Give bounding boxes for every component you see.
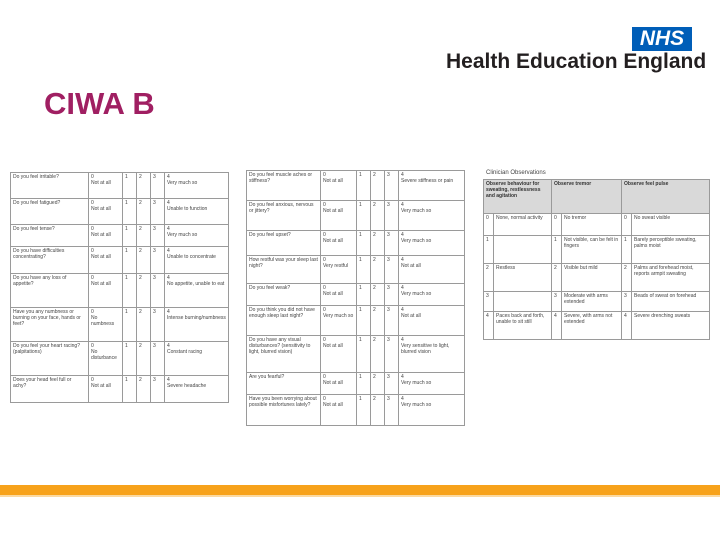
- table-cell: 0 Not at all: [89, 274, 123, 308]
- table-cell: 2: [371, 171, 385, 201]
- table-cell: Restless: [494, 264, 552, 292]
- table-cell: 1: [552, 236, 562, 264]
- table-cell: 2: [371, 336, 385, 373]
- table-cell: 4 Unable to concentrate: [165, 247, 229, 274]
- table-cell: 0 Not at all: [321, 336, 357, 373]
- table-cell: Do you feel fatigued?: [11, 199, 89, 225]
- table-cell: Severe drenching sweats: [632, 312, 710, 340]
- table-cell: 4 Very much so: [399, 201, 465, 231]
- table-cell: Do you have difficulties concentrating?: [11, 247, 89, 274]
- table-cell: [494, 292, 552, 312]
- table-cell: 0 Not at all: [321, 284, 357, 306]
- table-cell: 3: [385, 256, 399, 284]
- table-cell: 4 Very sensitive to light, blurred vision: [399, 336, 465, 373]
- table-cell: 3: [385, 306, 399, 336]
- table-cell: 0 Not at all: [321, 373, 357, 395]
- table-cell: 0: [484, 214, 494, 236]
- table-cell: 4 Very much so: [165, 173, 229, 199]
- clinician-observations-table: [483, 179, 710, 340]
- table-cell: 4 Severe stiffness or pain: [399, 171, 465, 201]
- table-cell: 0 Not at all: [89, 199, 123, 225]
- table-cell: Do you feel weak?: [247, 284, 321, 306]
- footer-band: [0, 485, 720, 495]
- table-cell: 0 No numbness: [89, 308, 123, 342]
- table-cell: None, normal activity: [494, 214, 552, 236]
- table-cell: 4 Very much so: [165, 225, 229, 247]
- table-cell: 0 Not at all: [321, 171, 357, 201]
- table-row: [484, 264, 710, 292]
- table-row: [247, 395, 465, 426]
- table-row: [11, 173, 229, 199]
- table-cell: Are you fearful?: [247, 373, 321, 395]
- table-cell: Do you feel muscle aches or stiffness?: [247, 171, 321, 201]
- table-cell: 3: [151, 308, 165, 342]
- table-cell: 2: [137, 308, 151, 342]
- table-cell: 4: [622, 312, 632, 340]
- table-cell: 3: [385, 231, 399, 256]
- table-cell: 1: [484, 236, 494, 264]
- table-cell: 1: [123, 199, 137, 225]
- table-cell: 1: [357, 231, 371, 256]
- table-cell: 1: [357, 171, 371, 201]
- table-cell: 3: [151, 199, 165, 225]
- table-cell: 0: [552, 214, 562, 236]
- table-cell: 0 Not at all: [321, 201, 357, 231]
- table-cell: 3: [385, 171, 399, 201]
- table-cell: 4 Very much so: [399, 231, 465, 256]
- table-cell: 0 Not at all: [89, 247, 123, 274]
- table-cell: 3: [622, 292, 632, 312]
- table-cell: 3: [385, 284, 399, 306]
- table-row: [11, 247, 229, 274]
- table-cell: Have you any numbness or burning on your face, hands or feet?: [11, 308, 89, 342]
- table-cell: Beads of sweat on forehead: [632, 292, 710, 312]
- table-cell: Paces back and forth, unable to sit still: [494, 312, 552, 340]
- table-cell: 0 Not at all: [321, 395, 357, 426]
- table-cell: 2: [371, 201, 385, 231]
- table-cell: 1: [357, 284, 371, 306]
- table-cell: 3: [151, 376, 165, 403]
- table-row: [247, 284, 465, 306]
- table-cell: Do you feel your heart racing? (palpitations): [11, 342, 89, 376]
- table-cell: 3: [151, 247, 165, 274]
- table-cell: 0 Not at all: [321, 231, 357, 256]
- table-cell: [494, 236, 552, 264]
- table-cell: 3: [151, 225, 165, 247]
- table-cell: 1: [357, 306, 371, 336]
- table-cell: 4 Not at all: [399, 306, 465, 336]
- table-row: [247, 201, 465, 231]
- table-row: [11, 199, 229, 225]
- table-cell: 4 Constant racing: [165, 342, 229, 376]
- slide-title: CIWA B: [44, 86, 155, 121]
- table-cell: 3: [151, 274, 165, 308]
- table-row: [11, 225, 229, 247]
- table-cell: 2: [137, 247, 151, 274]
- table-cell: 0 Not at all: [89, 173, 123, 199]
- table-cell: 3: [151, 342, 165, 376]
- table-row: [11, 376, 229, 403]
- table-cell: 1: [357, 201, 371, 231]
- table-cell: 1: [357, 395, 371, 426]
- table-row: [484, 312, 710, 340]
- table-header-row: [484, 180, 710, 214]
- table-cell: 3: [385, 373, 399, 395]
- table-row: [484, 292, 710, 312]
- table-row: [247, 256, 465, 284]
- table-cell: 4 Very much so: [399, 284, 465, 306]
- table-cell: 2: [371, 284, 385, 306]
- table-cell: 4 Very much so: [399, 395, 465, 426]
- table-cell: 2: [484, 264, 494, 292]
- clinician-observations-title: Clinician Observations: [486, 170, 546, 176]
- table-cell: 4 Not at all: [399, 256, 465, 284]
- table-cell: Do you feel upset?: [247, 231, 321, 256]
- table-row: [247, 373, 465, 395]
- footer-line: [0, 495, 720, 497]
- table-row: [11, 308, 229, 342]
- table-cell: Severe, with arms not extended: [562, 312, 622, 340]
- table-cell: 0 No disturbance: [89, 342, 123, 376]
- table-cell: 2: [371, 395, 385, 426]
- table-cell: Do you feel anxious, nervous or jittery?: [247, 201, 321, 231]
- table-cell: 2: [622, 264, 632, 292]
- table-cell: 1: [123, 308, 137, 342]
- table-cell: Have you been worrying about possible misfortunes lately?: [247, 395, 321, 426]
- table-cell: 0: [622, 214, 632, 236]
- table-cell: 3: [385, 336, 399, 373]
- table-cell: 4 Intense burning/numbness: [165, 308, 229, 342]
- table-cell: 2: [137, 225, 151, 247]
- table-cell: Visible but mild: [562, 264, 622, 292]
- table-cell: 1: [123, 342, 137, 376]
- table-cell: Do you feel irritable?: [11, 173, 89, 199]
- table-cell: 2: [137, 199, 151, 225]
- table-cell: How restful was your sleep last night?: [247, 256, 321, 284]
- table-cell: 1: [123, 247, 137, 274]
- table-row: [247, 171, 465, 201]
- table-cell: 3: [552, 292, 562, 312]
- table-cell: 4 Unable to function: [165, 199, 229, 225]
- table-header-cell: Observe feel pulse: [622, 180, 710, 214]
- table-cell: 1: [123, 376, 137, 403]
- table-cell: Palms and forehead moist, reports armpit sweating: [632, 264, 710, 292]
- table-cell: 2: [371, 231, 385, 256]
- table-cell: 1: [123, 173, 137, 199]
- table-row: [247, 336, 465, 373]
- table-cell: 3: [484, 292, 494, 312]
- table-row: [11, 342, 229, 376]
- table-cell: 2: [371, 306, 385, 336]
- table-cell: 3: [151, 173, 165, 199]
- table-row: [11, 274, 229, 308]
- org-name: Health Education England: [446, 50, 707, 73]
- table-cell: 3: [385, 201, 399, 231]
- table-cell: 0 Very much so: [321, 306, 357, 336]
- table-row: [247, 306, 465, 336]
- nhs-logo: NHS: [632, 27, 692, 51]
- table-cell: Does your head feel full or achy?: [11, 376, 89, 403]
- table-cell: Barely perceptible sweating, palms moist: [632, 236, 710, 264]
- table-cell: No sweat visible: [632, 214, 710, 236]
- table-cell: 1: [123, 225, 137, 247]
- table-cell: 2: [137, 274, 151, 308]
- table-cell: 4: [552, 312, 562, 340]
- table-header-cell: Observe behaviour for sweating, restlessness and agitation: [484, 180, 552, 214]
- table-cell: 4 Very much so: [399, 373, 465, 395]
- table-row: [484, 214, 710, 236]
- table-cell: Do you have any visual disturbances? (sensitivity to light, blurred vision): [247, 336, 321, 373]
- table-cell: Moderate with arms extended: [562, 292, 622, 312]
- table-cell: 1: [357, 336, 371, 373]
- table-cell: 1: [357, 373, 371, 395]
- table-cell: 2: [137, 342, 151, 376]
- table-cell: 2: [137, 173, 151, 199]
- table-cell: Do you have any loss of appetite?: [11, 274, 89, 308]
- table-cell: 2: [137, 376, 151, 403]
- table-cell: 2: [371, 256, 385, 284]
- table-cell: Do you feel tense?: [11, 225, 89, 247]
- table-cell: 3: [385, 395, 399, 426]
- table-cell: 4 Severe headache: [165, 376, 229, 403]
- table-cell: 0 Very restful: [321, 256, 357, 284]
- table-cell: 4: [484, 312, 494, 340]
- table-cell: 4 No appetite, unable to eat: [165, 274, 229, 308]
- table-cell: Do you think you did not have enough sleep last night?: [247, 306, 321, 336]
- table-cell: 2: [371, 373, 385, 395]
- questionnaire-table-2: [246, 170, 465, 426]
- table-cell: 1: [123, 274, 137, 308]
- table-cell: 0 Not at all: [89, 225, 123, 247]
- table-cell: 1: [622, 236, 632, 264]
- table-row: [484, 236, 710, 264]
- table-header-cell: Observe tremor: [552, 180, 622, 214]
- table-cell: Not visible, can be felt in fingers: [562, 236, 622, 264]
- table-row: [247, 231, 465, 256]
- table-cell: No tremor: [562, 214, 622, 236]
- table-cell: 2: [552, 264, 562, 292]
- table-cell: 1: [357, 256, 371, 284]
- table-cell: 0 Not at all: [89, 376, 123, 403]
- questionnaire-table-1: [10, 172, 229, 403]
